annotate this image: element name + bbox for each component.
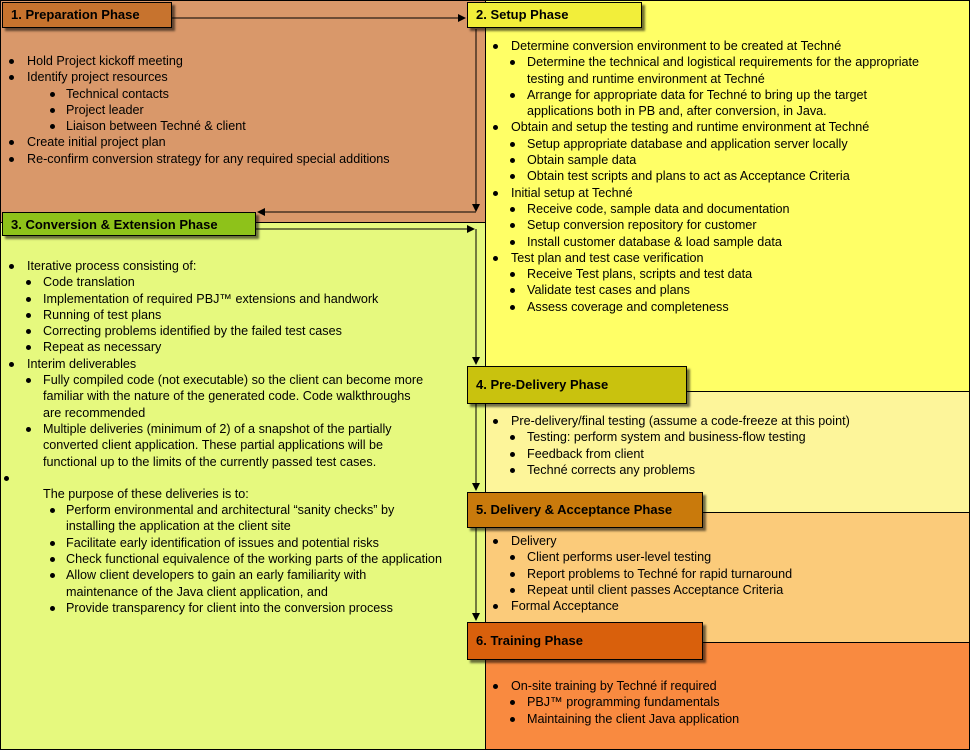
list-item: Facilitate early identification of issues and potential risks [4, 535, 442, 551]
list-item: Maintaining the client Java application [488, 711, 739, 727]
list-item: Allow client developers to gain an early familiarity with [4, 567, 442, 583]
list-item: Technical contacts [4, 86, 390, 102]
list-item-continuation: The purpose of these deliveries is to: [43, 486, 249, 501]
list-item-continuation: are recommended [43, 405, 146, 420]
list-item: Implementation of required PBJ™ extensions and handwork [4, 291, 442, 307]
list-item: Client performs user-level testing [488, 549, 792, 565]
list-item-continuation: installing the application at the client site [66, 519, 291, 534]
list-item: Obtain sample data [488, 152, 919, 168]
list-item: Validate test cases and plans [488, 282, 919, 298]
list-item: Assess coverage and completeness [488, 299, 919, 315]
list-item: Interim deliverables [4, 356, 442, 372]
list-item: Identify project resources [4, 69, 390, 85]
list-item: Pre-delivery/final testing (assume a code-freeze at this point) [488, 413, 850, 429]
delivery-acceptance-phase-header: 5. Delivery & Acceptance Phase [467, 492, 703, 528]
list-item: Test plan and test case verification [488, 250, 919, 266]
list-item: Receive code, sample data and documentation [488, 201, 919, 217]
delivery-acceptance-phase-content [488, 533, 792, 614]
list-item: Determine conversion environment to be created at Techné [488, 38, 919, 54]
list-item: Code translation [4, 274, 442, 290]
list-item-continuation: converted client application. These partial applications will be [43, 438, 383, 453]
list-item: On-site training by Techné if required [488, 678, 739, 694]
pre-delivery-phase-list [488, 413, 850, 478]
list-item: Check functional equivalence of the working parts of the application [4, 551, 442, 567]
training-phase-header: 6. Training Phase [467, 622, 703, 660]
list-item: Liaison between Techné & client [4, 118, 390, 134]
list-item: PBJ™ programming fundamentals [488, 694, 739, 710]
list-item: Iterative process consisting of: [4, 258, 442, 274]
preparation-phase-header: 1. Preparation Phase [2, 2, 172, 28]
setup-phase-header: 2. Setup Phase [467, 2, 642, 28]
list-item-continuation: familiar with the nature of the generated code. Code walkthroughs [43, 389, 411, 404]
pre-delivery-phase-header: 4. Pre-Delivery Phase [467, 366, 687, 404]
setup-phase-list [488, 38, 919, 315]
list-item: Setup appropriate database and application server locally [488, 136, 919, 152]
list-item: Feedback from client [488, 446, 850, 462]
list-item-continuation: testing and runtime environment at Techné [527, 71, 765, 86]
list-item: Obtain test scripts and plans to act as Acceptance Criteria [488, 168, 919, 184]
list-item: Running of test plans [4, 307, 442, 323]
delivery-acceptance-phase-list [488, 533, 792, 614]
list-item: Fully compiled code (not executable) so the client can become more [4, 372, 442, 388]
list-item: Hold Project kickoff meeting [4, 53, 390, 69]
pre-delivery-phase-content [488, 413, 850, 478]
list-item: Repeat as necessary [4, 339, 442, 355]
list-item: Setup conversion repository for customer [488, 217, 919, 233]
list-item: Correcting problems identified by the failed test cases [4, 323, 442, 339]
list-item-continuation: applications both in PB and, after conversion, in Java. [527, 104, 827, 119]
list-item: Multiple deliveries (minimum of 2) of a snapshot of the partially [4, 421, 442, 437]
conversion-extension-phase-list [4, 258, 442, 616]
conversion-extension-phase-content [4, 258, 442, 616]
list-item: Testing: perform system and business-flow testing [488, 429, 850, 445]
list-item: Report problems to Techné for rapid turnaround [488, 566, 792, 582]
training-phase-content [488, 678, 739, 727]
list-item-continuation: functional up to the limits of the currently passed test cases. [43, 454, 377, 469]
list-item: Create initial project plan [4, 134, 390, 150]
list-item: Obtain and setup the testing and runtime environment at Techné [488, 119, 919, 135]
list-item: Initial setup at Techné [488, 185, 919, 201]
list-item: Determine the technical and logistical requirements for the appropriate [488, 54, 919, 70]
list-item: Arrange for appropriate data for Techné to bring up the target [488, 87, 919, 103]
preparation-phase-list [4, 53, 390, 167]
list-spacer [4, 470, 442, 486]
list-item-continuation: maintenance of the Java client application, and [66, 584, 328, 599]
list-item: Perform environmental and architectural “sanity checks” by [4, 502, 442, 518]
list-item: Provide transparency for client into the conversion process [4, 600, 442, 616]
list-item: Project leader [4, 102, 390, 118]
setup-phase-content [488, 38, 919, 315]
training-phase-list [488, 678, 739, 727]
preparation-phase-content [4, 53, 390, 167]
list-item: Install customer database & load sample data [488, 234, 919, 250]
list-item: Receive Test plans, scripts and test data [488, 266, 919, 282]
list-item: Re-confirm conversion strategy for any required special additions [4, 151, 390, 167]
conversion-extension-phase-header: 3. Conversion & Extension Phase [2, 212, 256, 236]
list-item: Repeat until client passes Acceptance Criteria [488, 582, 792, 598]
list-item: Techné corrects any problems [488, 462, 850, 478]
list-item: Delivery [488, 533, 792, 549]
list-item: Formal Acceptance [488, 598, 792, 614]
